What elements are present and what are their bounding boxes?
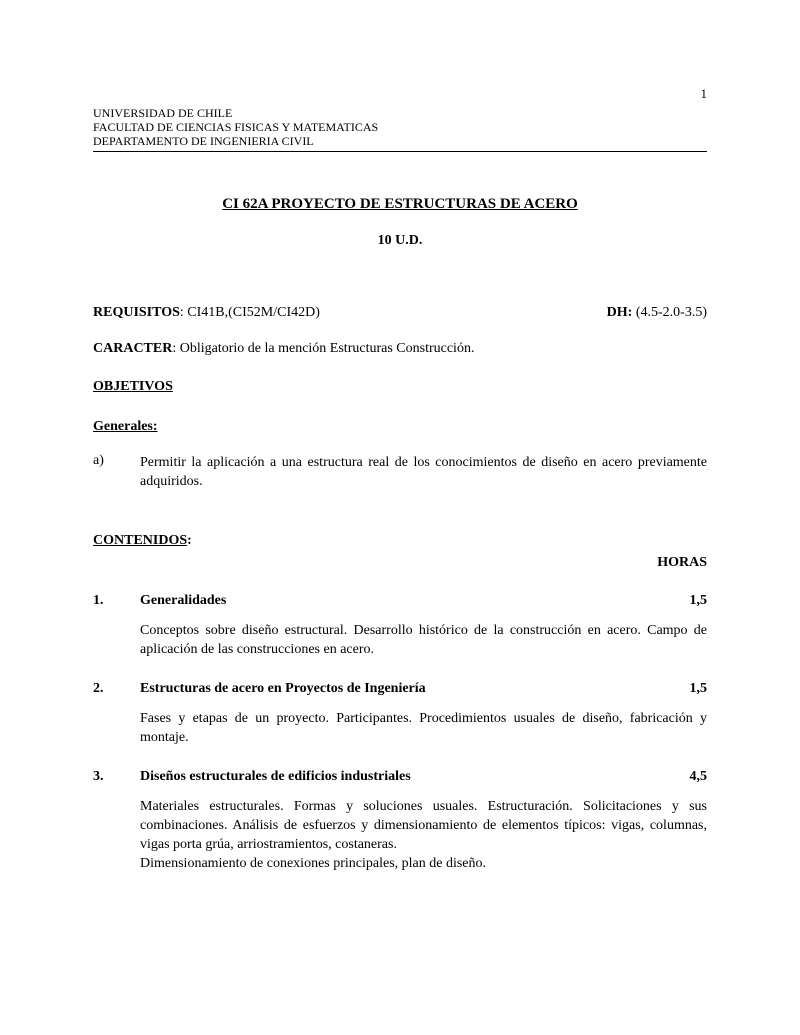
dh-text xyxy=(607,305,707,321)
dh-value: (4.5-2.0-3.5) xyxy=(632,305,707,320)
generales-heading: Generales: xyxy=(93,419,158,434)
requisitos-value: : CI41B,(CI52M/CI42D) xyxy=(179,305,320,320)
page-number: 1 xyxy=(700,86,707,101)
content-item-1-description: Conceptos sobre diseño estructural. Desarrollo histórico de la construcción en acero. Campo de aplicación de las construcciones en acero. xyxy=(140,623,707,657)
content-item-2-hours: 1,5 xyxy=(689,681,707,696)
content-item-1 xyxy=(93,593,707,659)
course-credits: 10 U.D. xyxy=(377,233,423,248)
content-item-2 xyxy=(93,681,707,747)
content-item-3-hours: 4,5 xyxy=(689,769,707,784)
objetivos-heading: OBJETIVOS xyxy=(93,379,173,394)
caracter-value: : Obligatorio de la mención Estructuras Construcción. xyxy=(172,341,475,356)
content-item-3-number: 3. xyxy=(93,769,104,784)
content-item-1-hours: 1,5 xyxy=(689,593,707,608)
objetivo-item-a-text: Permitir la aplicación a una estructura real de los conocimientos de diseño en acero previamente adquiridos. xyxy=(140,455,707,489)
caracter-row xyxy=(93,341,707,357)
requisitos-label: REQUISITOS xyxy=(93,305,180,320)
content-item-2-number: 2. xyxy=(93,681,104,696)
content-item-3-description: Materiales estructurales. Formas y soluciones usuales. Estructuración. Solicitaciones y sus combinaciones. Análisis de esfuerzos y dimensionamiento de elementos típicos: vigas, columnas, vigas porta grúa, arriostramientos, costaneras. xyxy=(140,799,707,852)
content-item-2-head xyxy=(93,681,707,697)
content-item-1-title: Generalidades xyxy=(140,593,227,608)
objetivo-item-a xyxy=(93,453,707,491)
requisitos-text xyxy=(93,305,320,321)
horas-label: HORAS xyxy=(657,555,707,570)
content-item-2-description: Fases y etapas de un proyecto. Participantes. Procedimientos usuales de diseño, fabricación y montaje. xyxy=(140,711,707,745)
letterhead-university: UNIVERSIDAD DE CHILE xyxy=(93,106,233,120)
course-title: CI 62A PROYECTO DE ESTRUCTURAS DE ACERO xyxy=(222,196,578,212)
requisitos-row xyxy=(93,305,707,321)
content-item-1-number: 1. xyxy=(93,593,104,608)
content-item-3-description-2: Dimensionamiento de conexiones principales, plan de diseño. xyxy=(140,856,487,871)
letterhead xyxy=(93,0,707,152)
objetivo-item-a-marker: a) xyxy=(93,453,104,468)
letterhead-faculty: FACULTAD DE CIENCIAS FISICAS Y MATEMATICAS xyxy=(93,120,379,134)
contenidos-heading: CONTENIDOS: xyxy=(93,533,192,548)
content-item-1-head xyxy=(93,593,707,609)
caracter-label: CARACTER xyxy=(93,341,173,356)
letterhead-department: DEPARTAMENTO DE INGENIERIA CIVIL xyxy=(93,134,314,148)
document-content xyxy=(93,0,707,873)
content-item-3 xyxy=(93,769,707,873)
dh-label: DH: xyxy=(606,305,633,320)
content-item-2-title: Estructuras de acero en Proyectos de Ingeniería xyxy=(140,681,426,696)
content-item-3-title: Diseños estructurales de edificios industriales xyxy=(140,769,411,784)
content-item-3-head xyxy=(93,769,707,785)
